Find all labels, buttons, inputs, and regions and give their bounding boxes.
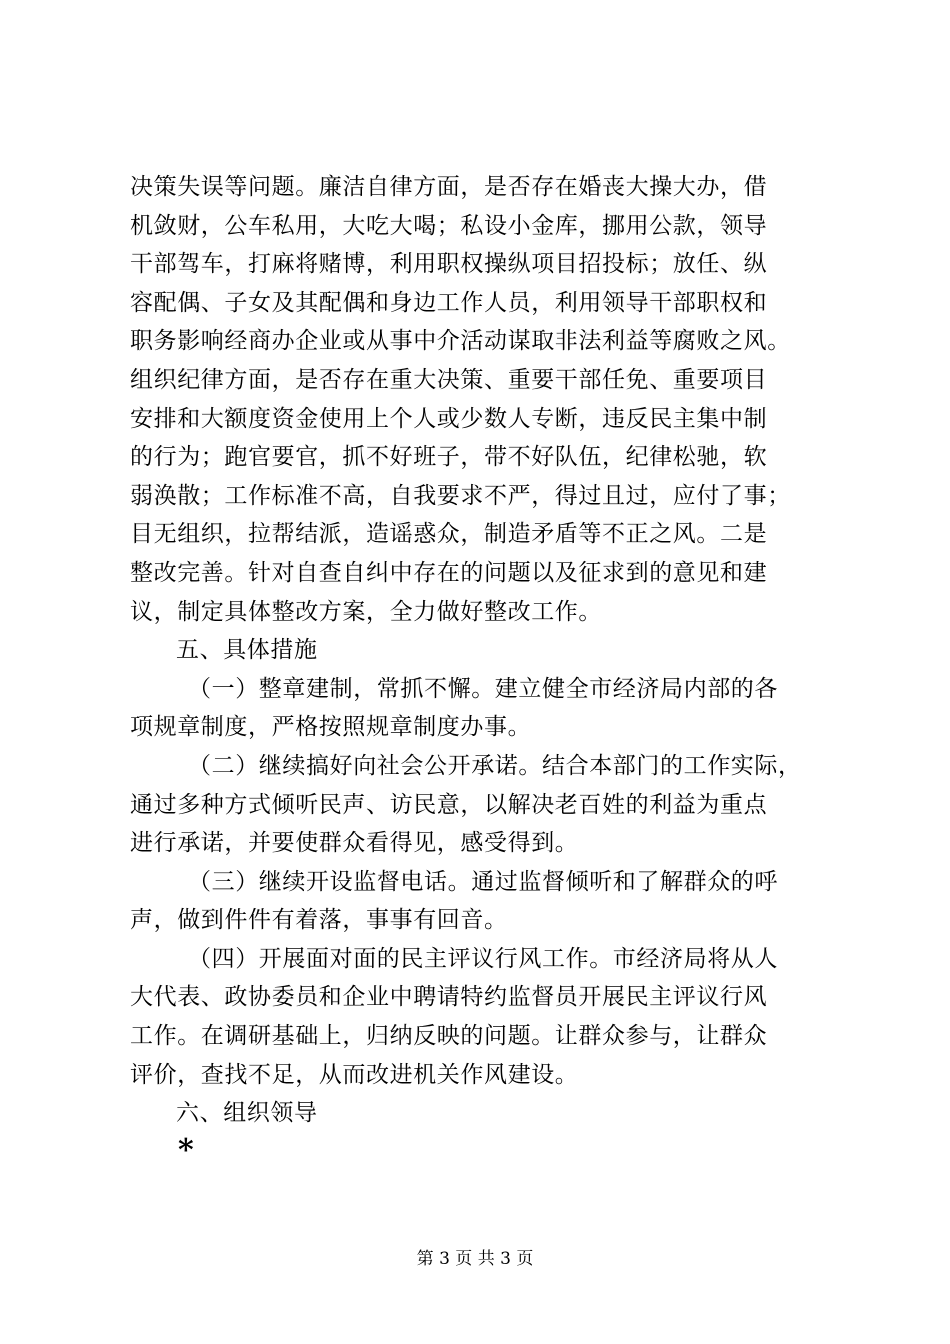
text-line: 通过多种方式倾听民声、访民意，以解决老百姓的利益为重点 (130, 791, 768, 818)
text-line: 干部驾车，打麻将赌博，利用职权操纵项目招投标；放任、纵 (130, 251, 768, 278)
text-line: 机敛财，公车私用，大吃大喝；私设小金库，挪用公款，领导 (130, 212, 768, 239)
text-line: （二）继续搞好向社会公开承诺。结合本部门的工作实际， (188, 752, 802, 779)
text-line: 的行为；跑官要官，抓不好班子，带不好队伍，纪律松驰，软 (130, 444, 768, 471)
text-line: 项规章制度，严格按照规章制度办事。 (130, 714, 532, 741)
text-line: 整改完善。针对自查自纠中存在的问题以及征求到的意见和建 (130, 559, 768, 586)
text-line: 声，做到件件有着落，事事有回音。 (130, 907, 508, 934)
document-body (130, 168, 860, 1169)
text-line: 议，制定具体整改方案，全力做好整改工作。 (130, 598, 602, 625)
text-line: 工作。在调研基础上，归纳反映的问题。让群众参与，让群众 (130, 1023, 768, 1050)
text-line: 六、组织领导 (176, 1100, 318, 1127)
page-footer: 第 3 页 共 3 页 (416, 1249, 534, 1269)
text-line: 安排和大额度资金使用上个人或少数人专断，违反民主集中制 (130, 405, 768, 432)
text-line: 进行承诺，并要使群众看得见，感受得到。 (130, 830, 579, 857)
text-line: 目无组织，拉帮结派，造谣惑众，制造矛盾等不正之风。二是 (130, 521, 768, 548)
text-line: 评价，查找不足，从而改进机关作风建设。 (130, 1061, 579, 1088)
text-line: （一）整章建制，常抓不懈。建立健全市经济局内部的各 (188, 675, 778, 702)
text-line: 决策失误等问题。廉洁自律方面，是否存在婚丧大操大办，借 (130, 174, 768, 200)
text-line: 组织纪律方面，是否存在重大决策、重要干部任免、重要项目 (130, 366, 768, 393)
text-line: 容配偶、子女及其配偶和身边工作人员，利用领导干部职权和 (130, 289, 768, 316)
text-line: （三）继续开设监督电话。通过监督倾听和了解群众的呼 (188, 868, 778, 895)
text-line: 弱涣散；工作标准不高，自我要求不严，得过且过，应付了事； (130, 482, 791, 509)
asterisk-marker: * (178, 1132, 194, 1168)
text-line: 大代表、政协委员和企业中聘请特约监督员开展民主评议行风 (130, 984, 768, 1011)
text-line: 职务影响经商办企业或从事中介活动谋取非法利益等腐败之风。 (130, 328, 791, 355)
text-line: 五、具体措施 (176, 637, 318, 664)
text-line: （四）开展面对面的民主评议行风工作。市经济局将从人 (188, 945, 778, 972)
